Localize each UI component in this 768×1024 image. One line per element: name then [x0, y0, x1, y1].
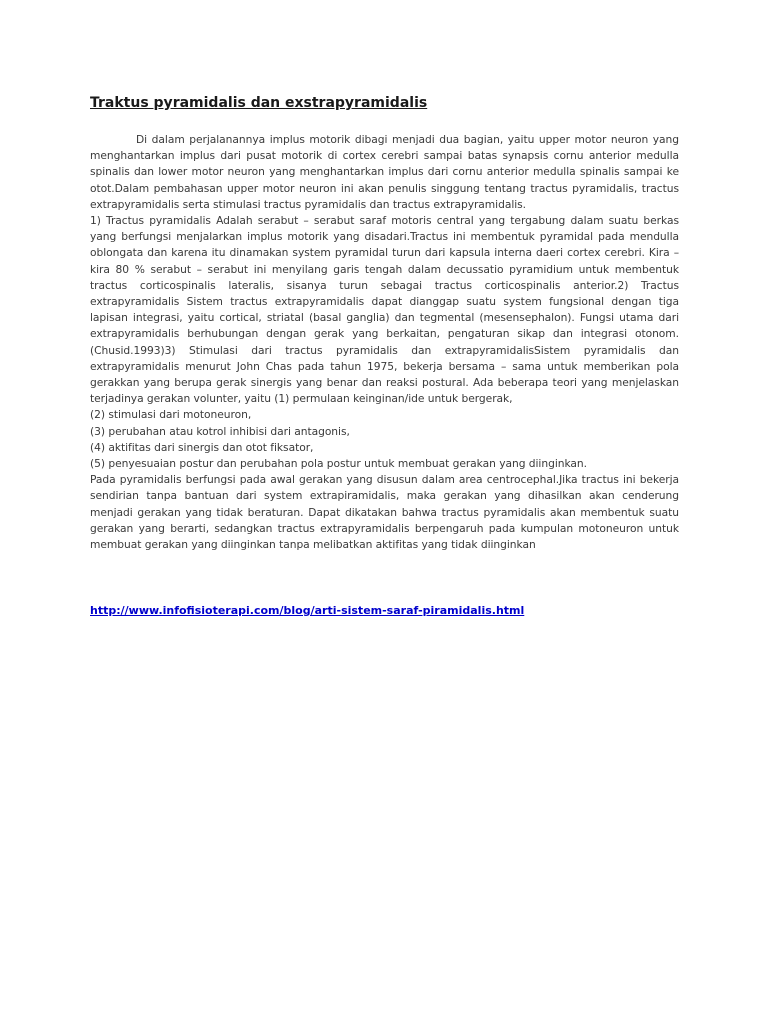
source-link[interactable]: http://www.infofisioterapi.com/blog/arti-sistem-saraf-piramidalis.html: [90, 604, 525, 617]
list-item-3: (3) perubahan atau kotrol inhibisi dari antagonis,: [90, 424, 350, 438]
document-body: [90, 132, 679, 553]
list-item-2: (2) stimulasi dari motoneuron,: [90, 408, 252, 422]
conclusion-paragraph: Pada pyramidalis berfungsi pada awal gerakan yang disusun dalam area centrocephal.Jika tractus ini bekerja sendirian tanpa bantuan dari system extrapiramidalis, maka gerakan yang dihasilkan akan cenderung menjadi gerakan yang tidak beraturan. Dapat dikatakan bahwa tractus pyramidalis akan membentuk suatu gerakan yang berarti, sedangkan tractus extrapyramidalis berpengaruh pada kumpulan motoneuron untuk membuat gerakan yang diinginkan tanpa melibatkan aktifitas yang tidak diinginkan: [90, 473, 679, 552]
intro-paragraph: Di dalam perjalanannya implus motorik dibagi menjadi dua bagian, yaitu upper motor neuron yang menghantarkan implus dari pusat motorik di cortex cerebri sampai batas synapsis cornu anterior medulla spinalis dan lower motor neuron yang menghantarkan implus dari cornu anterior medulla spinalis sampai ke otot.Dalam pembahasan upper motor neuron ini akan penulis singgung tentang tractus pyramidalis, tractus extrapyramidalis serta stimulasi tractus pyramidalis dan tractus extrapyramidalis.: [90, 133, 679, 211]
list-item-4: (4) aktifitas dari sinergis dan otot fiksator,: [90, 440, 314, 454]
tractus-paragraph: 1) Tractus pyramidalis Adalah serabut – serabut saraf motoris central yang tergabung dalam suatu berkas yang berfungsi menjalarkan implus motorik yang disadari.Tractus ini membentuk pyramidal pada mendulla oblongata dan karena itu dinamakan system pyramidal turun dari kapsula interna daeri cortex cerebri. Kira –kira 80 % serabut – serabut ini menyilang garis tengah dalam decussatio pyramidium untuk membentuk tractus corticospinalis lateralis, sisanya turun sebagai tractus corticospinalis anterior.2) Tractus extrapyramidalis Sistem tractus extrapyramidalis dapat dianggap suatu system fungsional dengan tiga lapisan integrasi, yaitu cortical, striatal (basal ganglia) dan tegmental (mesensephalon). Fungsi utama dari extrapyramidalis berhubungan dengan gerak yang berkaitan, pengaturan sikap dan integrasi otonom.(Chusid.1993)3) Stimulasi dari tractus pyramidalis dan extrapyramidalisSistem pyramidalis dan extrapyramidalis menurut John Chas pada tahun 1975, bekerja bersama – sama untuk memberikan pola gerakkan yang berupa gerak sinergis yang benar dan reaksi postural. Ada beberapa teori yang menjelaskan terjadinya gerakan volunter, yaitu (1) permulaan keinginan/ide untuk bergerak,: [90, 214, 679, 406]
document-title: Traktus pyramidalis dan exstrapyramidalis: [90, 95, 428, 111]
list-item-5: (5) penyesuaian postur dan perubahan pola postur untuk membuat gerakan yang diinginkan.: [90, 457, 587, 471]
